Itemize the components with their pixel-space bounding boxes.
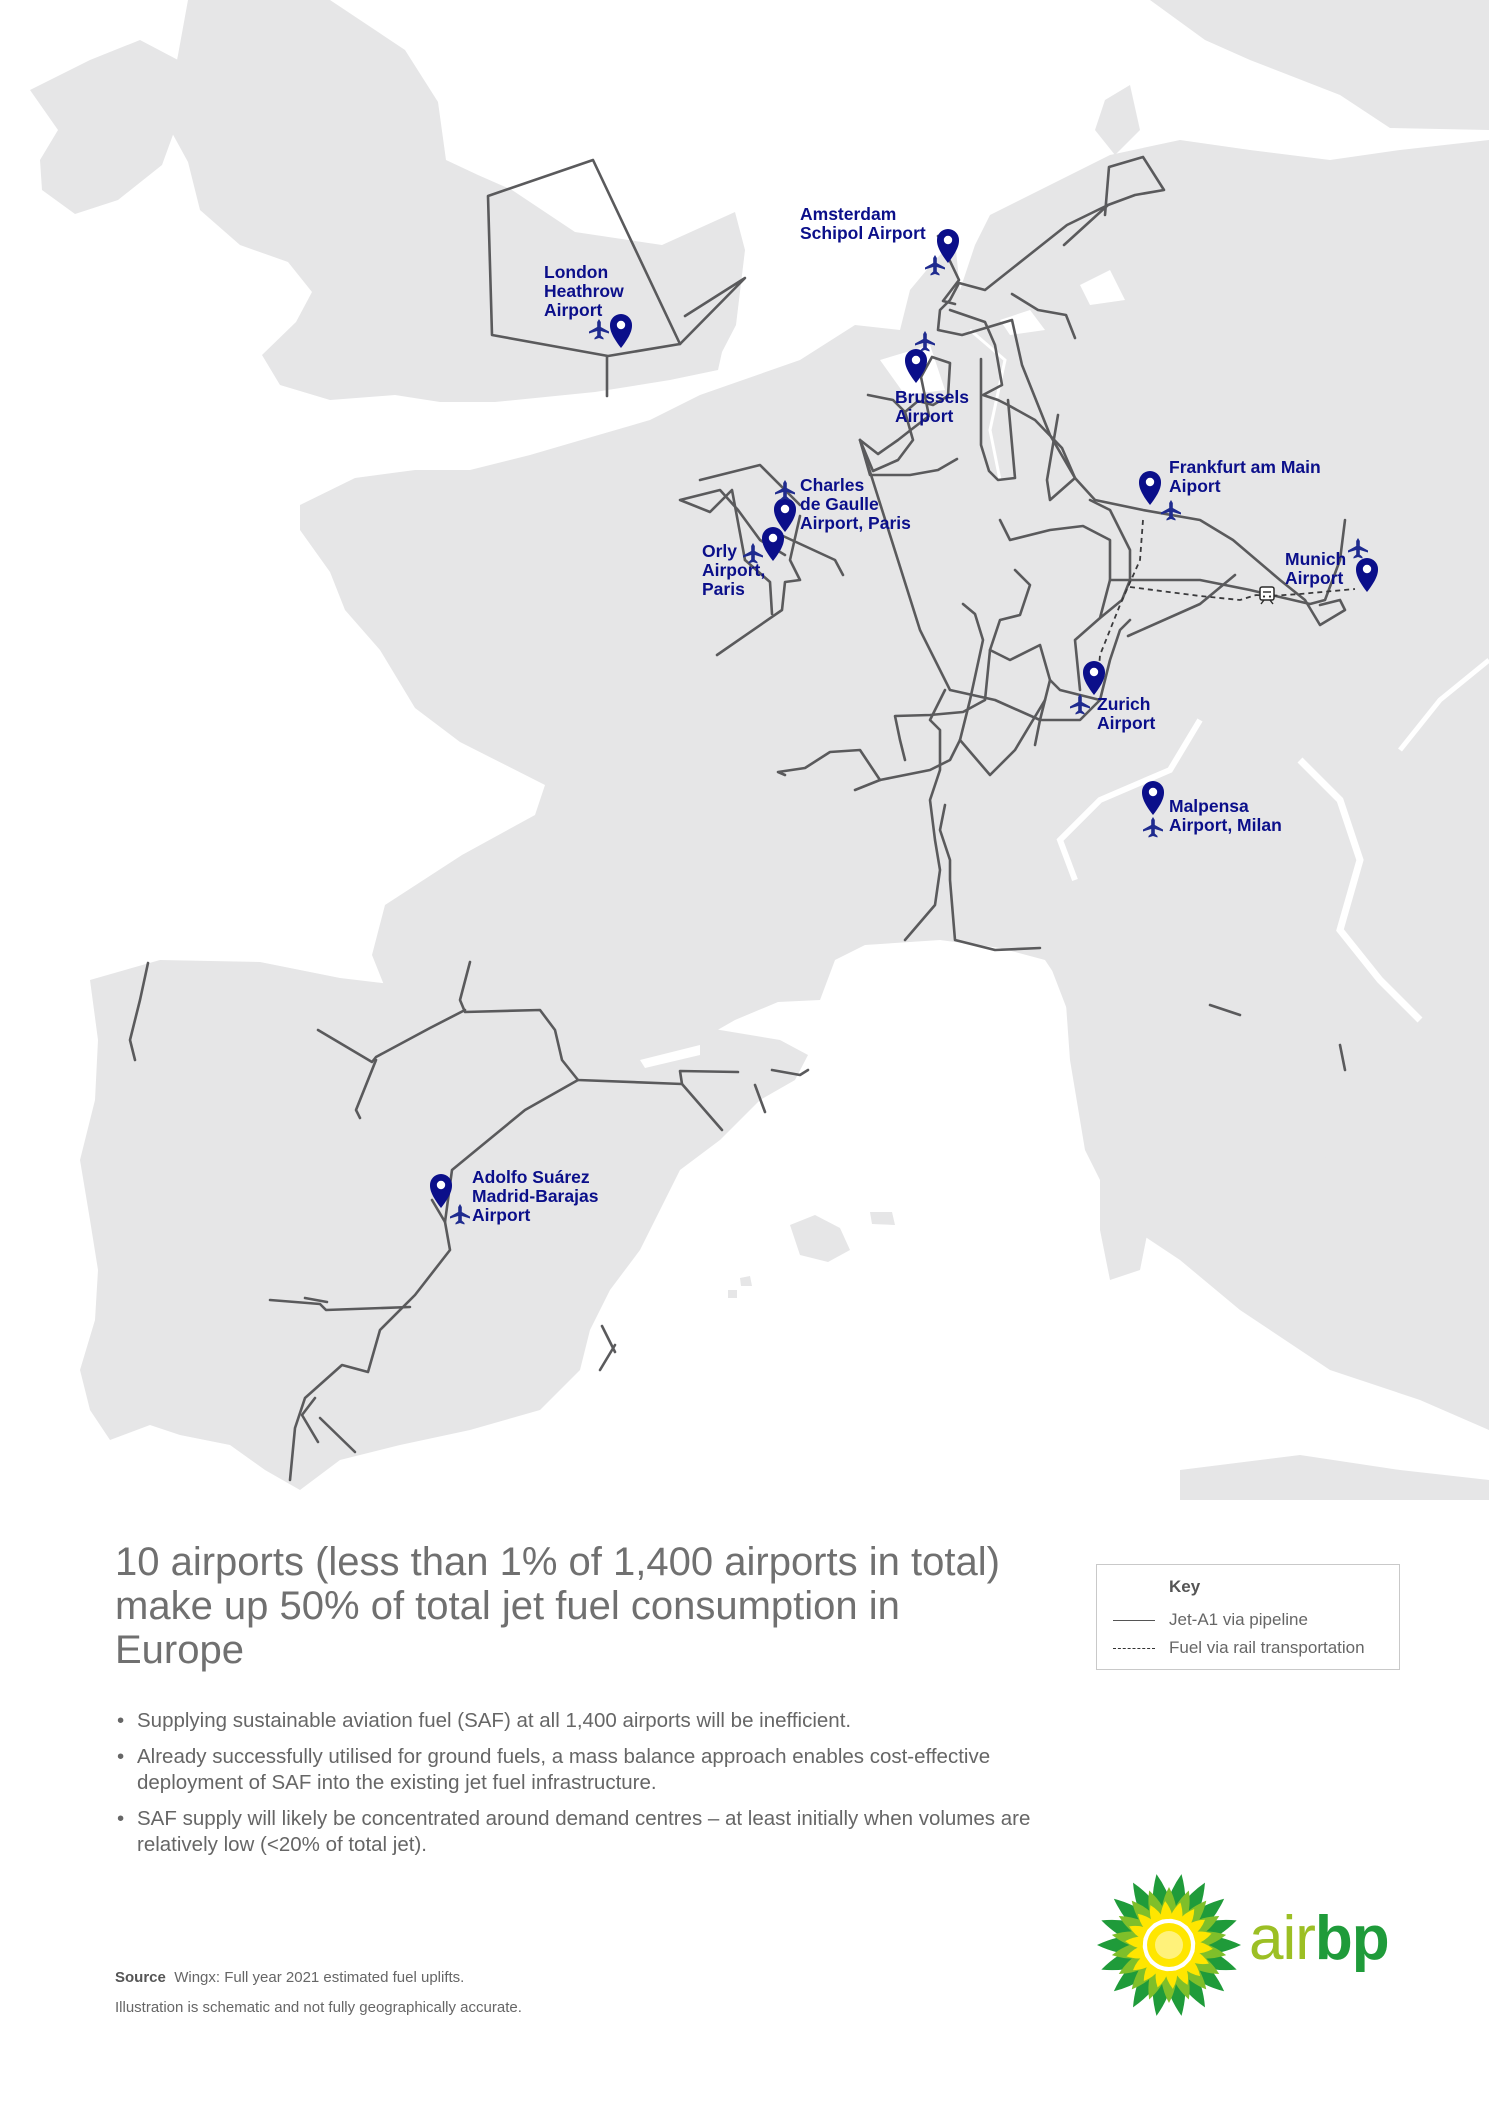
headline: 10 airports (less than 1% of 1,400 airports in total) make up 50% of total jet fuel consumption in Europe (115, 1540, 1000, 1672)
airport-label: Adolfo Suárez Madrid-Barajas Airport (472, 1167, 599, 1225)
bullet-item: • Already successfully utilised for ground fuels, a mass balance approach enables cost-effective deployment of SAF into the existing jet fuel infrastructure. (115, 1744, 1045, 1796)
bullet-item: • SAF supply will likely be concentrated around demand centres – at least initially when volumes are relatively low (<20% of total jet). (115, 1806, 1045, 1858)
airport-label: London Heathrow Airport (544, 262, 624, 320)
air-bp-logo (1094, 1870, 1414, 2020)
map-key (1096, 1564, 1400, 1670)
rail-line-sample (1113, 1648, 1155, 1649)
source-line (115, 1969, 464, 1986)
key-title: Key (1169, 1577, 1201, 1596)
key-rail-row (1113, 1638, 1365, 1658)
airport-label: Frankfurt am Main Aiport (1169, 457, 1321, 496)
airport-amsterdam-schipol[interactable] (800, 204, 959, 276)
source-text: Wingx: Full year 2021 estimated fuel uplifts. (174, 1969, 465, 1986)
key-pipeline-row (1113, 1610, 1308, 1630)
source-label: Source (115, 1969, 166, 1986)
airport-label: Brussels Airport (895, 387, 969, 426)
logo-wordmark (1249, 1904, 1389, 1974)
airport-label: Charles de Gaulle Airport, Paris (800, 475, 911, 533)
land-masses (30, 0, 1489, 1500)
bullet-item: • Supplying sustainable aviation fuel (SAF) at all 1,400 airports will be inefficient. (115, 1708, 1045, 1734)
bullet-list (115, 1708, 1045, 1868)
airport-label: Malpensa Airport, Milan (1169, 796, 1282, 835)
airport-label: Zurich Airport (1097, 694, 1156, 733)
key-pipeline-label: Jet-A1 via pipeline (1169, 1610, 1308, 1629)
key-rail-label: Fuel via rail transportation (1169, 1638, 1365, 1657)
disclaimer-note: Illustration is schematic and not fully geographically accurate. (115, 1999, 522, 2016)
airport-label: Orly Airport, Paris (702, 541, 766, 599)
airport-label: Amsterdam Schipol Airport (800, 204, 926, 243)
logo-air: air (1249, 1904, 1315, 1973)
pipeline-line-sample (1113, 1620, 1155, 1621)
bp-helios-logo (1094, 1870, 1244, 2020)
airport-label: Munich Airport (1285, 549, 1347, 588)
logo-bp: bp (1314, 1904, 1389, 1973)
